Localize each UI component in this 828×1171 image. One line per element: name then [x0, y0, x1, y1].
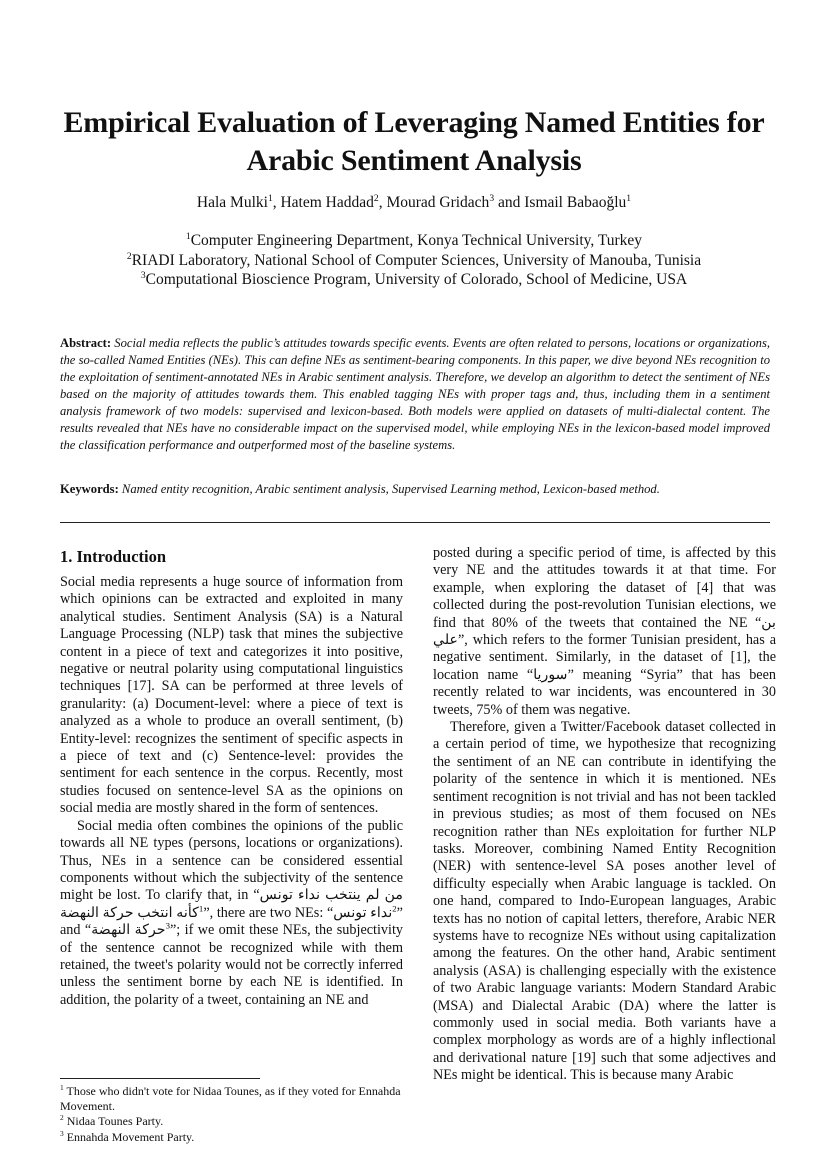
- paper-title: Empirical Evaluation of Leveraging Named Entities for Arabic Sentiment Analysis: [63, 106, 765, 177]
- affiliation-mark: 3: [140, 269, 146, 281]
- affiliation-text: RIADI Laboratory, National School of Computer Sciences, University of Manouba, Tunisia: [131, 251, 702, 269]
- paragraph-text: Therefore, given a Twitter/Facebook dataset collected in a certain period of time, we hypothesize that recognizing the sentiment of an NE can contribute in identifying the polarity of the sentence in which it is mentioned. NEs sentiment recognition is not trivial and has not been tackled in previous studies; as most of them focused on NEs recognition rather than NEs exploitation for further NLP tasks. Moreover, combining Named Entity Recognition (NER) with sentence-level SA poses another level of difficulty especially when Arabic language is tackled. On one hand, compared to Indo-European languages, Arabic texts has no notion of capital letters, therefore, Arabic NER systems have to recognize NEs without using capitalization among the features. On the other hand, Arabic sentiment analysis (ASA) is challenging especially with the existence of two Arabic language variants: Modern Standard Arabic (MSA) and Dialectal Arabic (DA) where the latter is commonly used in social media. Both variants have a complex morphology as words are of a highly inflectional and derivational nature [19] such that some adjectives and NEs might be identical. This is because many Arabic: [433, 719, 776, 1084]
- author-affil-mark: 2: [373, 192, 379, 204]
- left-column: [60, 545, 403, 1009]
- footnote-text: Ennahda Movement Party.: [66, 1129, 195, 1144]
- affiliation-mark: 1: [185, 230, 191, 242]
- paragraph-text: ”; if we omit these NEs, the subjectivity of the sentence cannot be recognized while with them retained, the tweet's polarity would not be correctly inferred unless the sentiment borne by each NE is identified. In addition, the polarity of a tweet, containing an NE and: [60, 922, 403, 1008]
- paragraph-text: Social media often combines the opinions of the public towards all NE types (persons, locations or organizations). Thus, NEs in a sentence can be considered essential components without which the subjectivity of the sentence might be lost. To clarify that, in “: [60, 817, 403, 904]
- footnotes: [60, 1084, 403, 1145]
- footnote: [60, 1114, 403, 1129]
- footnote-ref: 2: [392, 902, 397, 913]
- paragraph-text: ” and “: [60, 904, 403, 939]
- affiliation: [60, 270, 768, 290]
- right-column: [433, 545, 776, 1085]
- footnote-ref: 3: [165, 920, 170, 931]
- footnote-ref: 1: [198, 902, 204, 913]
- footnote-text: Those who didn't vote for Nidaa Tounes, as if they voted for Ennahda Movement.: [60, 1084, 401, 1114]
- author-affil-mark: 1: [626, 192, 632, 204]
- abstract-label: Abstract:: [60, 336, 112, 350]
- paragraph-text: ”, which refers to the former Tunisian president, has a negative sentiment. Similarly, in the dataset of [1], the location name “: [433, 632, 776, 683]
- author-name: Mourad Gridach: [386, 194, 490, 211]
- footnote-text: Nidaa Tounes Party.: [66, 1114, 164, 1129]
- footnote: [60, 1084, 403, 1114]
- paragraph-text: posted during a specific period of time, is affected by this very NE and the attitudes towards it at that time. For example, when exploring the dataset of [4] that was collected during the post-revolution Tunisian elections, we find that 80% of the tweets that contained the NE “: [433, 545, 776, 631]
- section-divider: [60, 522, 770, 523]
- paragraph: [60, 818, 403, 1009]
- arabic-phrase: نداء تونس: [333, 904, 393, 921]
- arabic-phrase: بن علي: [433, 614, 776, 649]
- keywords-label: Keywords:: [60, 482, 119, 496]
- paragraph: [433, 545, 776, 719]
- footnote-divider: [60, 1078, 260, 1079]
- arabic-phrase: من لم ينتخب نداء تونس كأنه انتخب حركة النهضة: [60, 887, 404, 921]
- footnote-mark: 1: [60, 1083, 64, 1092]
- affiliation: [60, 231, 768, 251]
- author-list: [60, 193, 768, 213]
- author-affil-mark: 3: [489, 192, 495, 204]
- paragraph-text: Social media represents a huge source of information from which opinions can be extracted and exploited in many analytical studies. Sentiment Analysis (SA) is a Natural Language Processing (NLP) task that mines the subjective content in a piece of text and categorizes it into positive, negative or neutral polarity using computational linguistics techniques [17]. SA can be performed at three levels of granularity: (a) Document-level: where a piece of text is analyzed as a whole to produce an overall sentiment, (b) Entity-level: recognizes the sentiment of specific aspects in a piece of text and (c) Sentence-level: provides the sentiment for each sentence in the corpus. Recently, most studies focused on sentence-level SA as the opinions on social media are mostly shared in the form of sentences.: [60, 574, 403, 817]
- abstract: [60, 335, 770, 454]
- paragraph-text: ”, there are two NEs: “: [203, 904, 334, 921]
- arabic-phrase: سوريا: [533, 666, 568, 683]
- affiliation-text: Computational Bioscience Program, University of Colorado, School of Medicine, USA: [145, 271, 688, 288]
- footnote-mark: 2: [60, 1113, 64, 1123]
- author-separator: and: [494, 194, 525, 211]
- affiliation: [60, 251, 768, 271]
- keywords-text: Named entity recognition, Arabic sentiment analysis, Supervised Learning method, Lexicon-based method.: [121, 482, 660, 496]
- footnote: [60, 1130, 403, 1145]
- footnote-mark: 3: [60, 1128, 64, 1138]
- author-affil-mark: 1: [267, 192, 273, 204]
- keywords: [60, 481, 770, 498]
- author-name: Hala Mulki: [196, 194, 268, 211]
- arabic-phrase: حركة النهضة: [91, 922, 166, 939]
- affiliation-list: [60, 231, 768, 290]
- author-separator: ,: [272, 194, 281, 211]
- section-heading: 1. Introduction: [60, 547, 167, 566]
- author-name: Hatem Haddad: [280, 194, 374, 211]
- abstract-text: Social media reflects the public’s attitudes towards specific events. Events are often related to persons, locations or organizations, the so-called Named Entities (NEs). This can define NEs as sentiment-bearing components. In this paper, we dive beyond NEs recognition to the exploitation of sentiment-annotated NEs in Arabic sentiment analysis. Therefore, we develop an algorithm to detect the sentiment of NEs based on the majority of attitudes towards them. This enabled tagging NEs with proper tags and, thus, including them in a sentiment analysis framework of two models: supervised and lexicon-based. Both models were applied on datasets of multi-dialectal content. The results revealed that NEs have no considerable impact on the supervised model, while employing NEs in the lexicon-based model improved the classification performance and outperformed most of the baseline systems.: [60, 336, 771, 452]
- affiliation-mark: 2: [126, 250, 132, 262]
- author-name: Ismail Babaoğlu: [524, 194, 627, 211]
- paragraph: [433, 719, 776, 1085]
- paragraph-text: ” meaning “Syria” that has been recently related to war incidents, was encountered in 30 tweets, 75% of them was negative.: [433, 666, 776, 718]
- paragraph: [60, 574, 403, 818]
- affiliation-text: Computer Engineering Department, Konya Technical University, Turkey: [190, 232, 643, 249]
- author-separator: ,: [378, 194, 387, 211]
